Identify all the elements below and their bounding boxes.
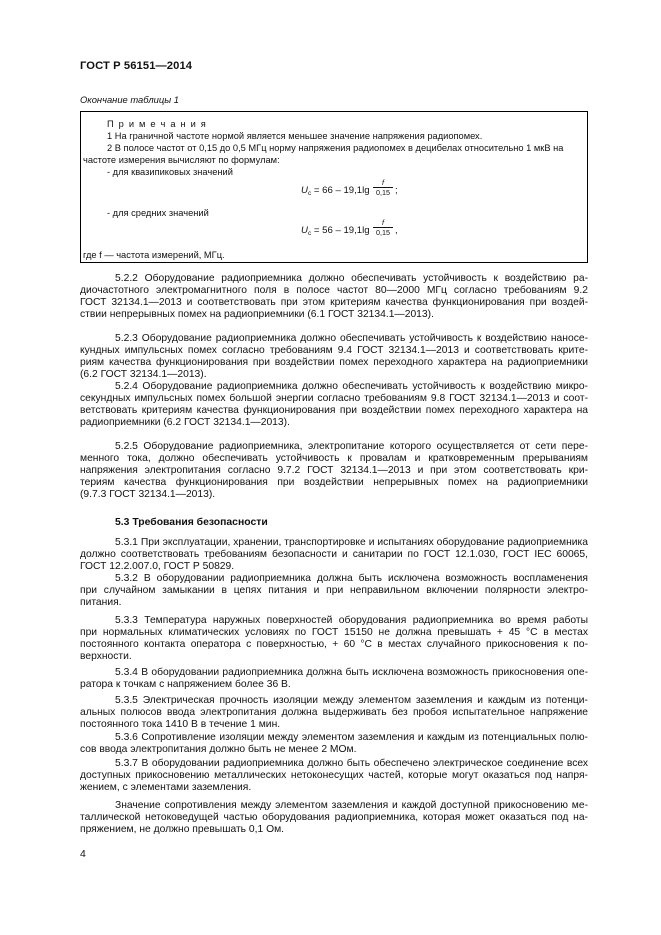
formula-average: $U_c = 56 - 19,1\lg$ xyxy=(301,225,370,237)
formula-average-end: , xyxy=(395,225,398,236)
paragraph-line: питания. xyxy=(80,597,122,608)
paragraph-line: 5.2.5 Оборудование радиоприемника, электропитание которого осуществляется от сети пере- xyxy=(115,441,588,452)
paragraph-line: 5.2.3 Оборудование радиоприемника должно обеспечивать устойчивость к воздействию наносе- xyxy=(115,333,588,344)
paragraph-5-3-5 xyxy=(80,695,588,731)
paragraph-line: ствии непрерывных помех на радиоприемники (6.1 ГОСТ 32134.1—2013). xyxy=(80,309,434,320)
paragraph-line: (9.7.3 ГОСТ 32134.1—2013). xyxy=(80,489,216,500)
paragraph-line: риям качества функционирования при воздействии помех переходного характера на радиоприемники xyxy=(80,357,588,368)
paragraph-line: таллической нетоковедущей частью оборудования радиоприемника, которая может оказаться под на- xyxy=(80,812,588,823)
paragraph-line: ветствовать критериям качества функционирования при воздействии помех переходного характера на xyxy=(80,405,588,416)
paragraph-5-2-3 xyxy=(80,333,588,381)
paragraph-line: менного тока, должно обеспечивать устойчивость к провалам и кратковременным прерываниям xyxy=(80,453,588,464)
notes-where: где f — частота измерений, МГц. xyxy=(83,250,225,260)
formula-average-fraction: $\frac{f}{0,15}$ xyxy=(373,219,393,237)
paragraph-line: жением, с элементами заземления. xyxy=(80,782,252,793)
average-label: - для средних значений xyxy=(107,208,209,218)
paragraph-5-3-7-cont xyxy=(80,800,588,836)
paragraph-line: 5.3.6 Сопротивление изоляции между элементом заземления и каждым из потенциальных полю- xyxy=(115,732,588,743)
document-header: ГОСТ Р 56151—2014 xyxy=(80,60,193,72)
paragraph-line: (6.2 ГОСТ 32134.1—2013). xyxy=(80,369,207,380)
note-2-line-1: 2 В полосе частот от 0,15 до 0,5 МГц норму напряжения радиопомех в децибелах относительно 1 мкВ на xyxy=(107,143,564,153)
paragraph-5-3-2 xyxy=(80,573,588,609)
table-continuation-caption: Окончание таблицы 1 xyxy=(80,94,179,105)
paragraph-line: ГОСТ 32134.1—2013 и соответствовать при этом критериям качества функционирования при воздей- xyxy=(80,297,588,308)
paragraph-line: при случайном замыкании в цепях питания и при неправильном включении полярности электро- xyxy=(80,585,588,596)
paragraph-5-3-6 xyxy=(80,732,588,756)
paragraph-line: постоянного контакта оператора с поверхностью, + 60 °С в местах случайного прикосновения к по- xyxy=(80,639,588,650)
quasi-peak-label: - для квазипиковых значений xyxy=(107,167,233,177)
formula-quasi-peak-end: ; xyxy=(395,185,398,196)
paragraph-5-2-2 xyxy=(80,273,588,321)
paragraph-5-2-4 xyxy=(80,381,588,429)
paragraph-line: при нормальных климатических условиях по ГОСТ 15150 не должна превышать + 45 °С в местах xyxy=(80,627,588,638)
formula-quasi-peak: $U_c = 66 - 19,1\lg$ xyxy=(301,185,370,197)
section-heading-5-3: 5.3 Требования безопасности xyxy=(115,517,268,528)
page-number: 4 xyxy=(80,849,86,860)
notes-title: П р и м е ч а н и я xyxy=(107,119,208,129)
paragraph-5-3-1 xyxy=(80,537,588,573)
paragraph-line: доступных прикосновению металлических нетоконесущих частей, которые могут оказаться под напря- xyxy=(80,770,588,781)
paragraph-5-3-4 xyxy=(80,667,588,691)
paragraph-line: 5.3.4 В оборудовании радиоприемника должна быть исключена возможность прикосновения опе- xyxy=(115,667,588,678)
paragraph-line: секундных импульсных помех большой энергии согласно требованиям 9.8 ГОСТ 32134.1—2013 и соот- xyxy=(80,393,588,404)
paragraph-line: ГОСТ 12.2.007.0, ГОСТ Р 50829. xyxy=(80,561,235,572)
paragraph-line: 5.3.2 В оборудовании радиоприемника должна быть исключена возможность воспламенения xyxy=(115,573,588,584)
note-2-line-2: частоте измерения вычисляют по формулам: xyxy=(83,155,280,165)
paragraph-line: постоянного тока 1410 В в течение 1 мин. xyxy=(80,719,281,730)
paragraph-line: напряжения электропитания согласно 9.7.2 ГОСТ 32134.1—2013 и при этом соответствовать кри- xyxy=(80,465,588,476)
paragraph-line: верхности. xyxy=(80,651,132,662)
paragraph-line: териям качества функционирования при воздействии непрерывных помех на радиоприемники xyxy=(80,477,588,488)
paragraph-line: Значение сопротивления между элементом заземления и каждой доступной прикосновению ме- xyxy=(115,800,588,811)
note-1: 1 На граничной частоте нормой является меньшее значение напряжения радиопомех. xyxy=(107,131,483,141)
paragraph-line: радиоприемники (6.2 ГОСТ 32134.1—2013). xyxy=(80,417,290,428)
paragraph-5-2-5 xyxy=(80,441,588,501)
paragraph-5-3-3 xyxy=(80,615,588,663)
paragraph-line: 5.3.3 Температура наружных поверхностей оборудования радиоприемника во время работы xyxy=(115,615,588,626)
paragraph-line: альных полюсов ввода электропитания должна выдерживать без пробоя испытательное напряжение xyxy=(80,707,588,718)
paragraph-line: 5.3.5 Электрическая прочность изоляции между элементом заземления и каждым из потенци- xyxy=(115,695,588,706)
paragraph-line: 5.3.1 При эксплуатации, хранении, транспортировке и испытаниях оборудование радиоприемника xyxy=(115,537,588,548)
formula-quasi-peak-fraction: $\frac{f}{0,15}$ xyxy=(373,179,393,197)
paragraph-line: сов ввода электропитания должно быть не менее 2 МОм. xyxy=(80,744,357,755)
paragraph-line: должно соответствовать требованиям безопасности и санитарии по ГОСТ 12.1.030, ГОСТ IEC 60065, xyxy=(80,549,588,560)
paragraph-line: кундных импульсных помех согласно требованиям 9.4 ГОСТ 32134.1—2013 и соответствовать крите- xyxy=(80,345,588,356)
paragraph-line: 5.3.7 В оборудовании радиоприемника должно быть обеспечено электрическое соединение всех xyxy=(115,758,588,769)
paragraph-line: пряжением, не должно превышать 0,1 Ом. xyxy=(80,824,285,835)
paragraph-line: ратора к точкам с напряжением более 36 В. xyxy=(80,679,291,690)
paragraph-5-3-7 xyxy=(80,758,588,794)
paragraph-line: 5.2.2 Оборудование радиоприемника должно обеспечивать устойчивость к воздействию ра- xyxy=(115,273,588,284)
paragraph-line: 5.2.4 Оборудование радиоприемника должно обеспечивать устойчивость к воздействию микро- xyxy=(115,381,588,392)
paragraph-line: диочастотного электромагнитного поля в полосе частот 80—2000 МГц согласно требованиям 9.2 xyxy=(80,285,588,296)
